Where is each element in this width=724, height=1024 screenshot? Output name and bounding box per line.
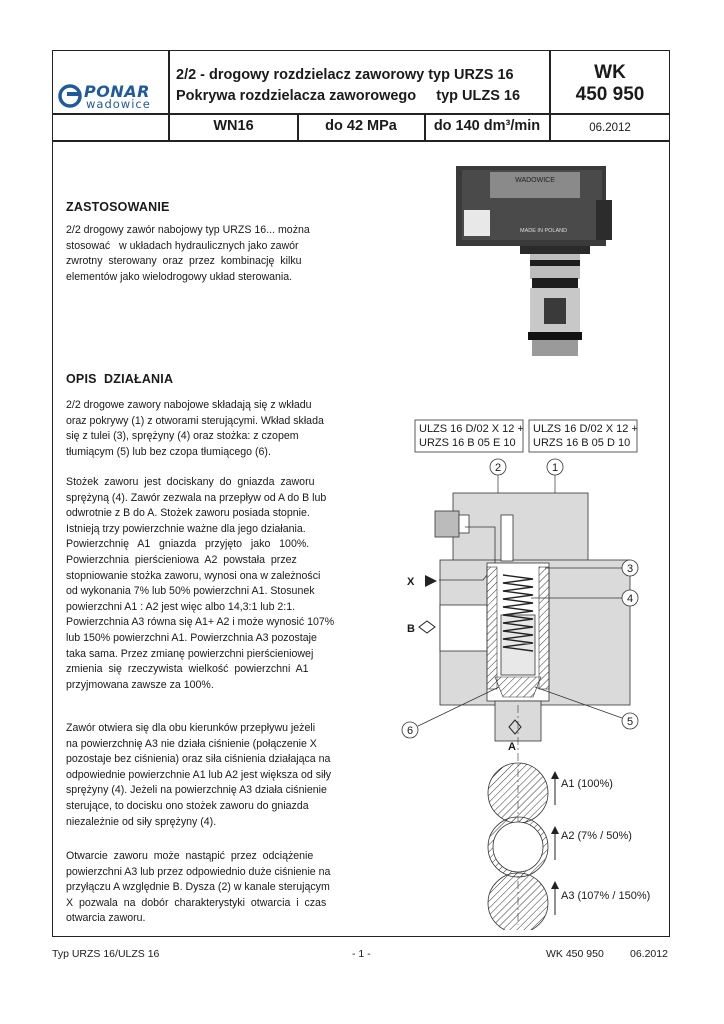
flow-cell: do 140 dm³/min xyxy=(433,118,541,134)
brand-sub: wadowice xyxy=(86,97,151,111)
footer-date: 06.2012 xyxy=(630,948,668,960)
paragraph-line: taka sama. Przez zmianę powierzchni pierścieniowej xyxy=(66,647,314,660)
model-box-1-line-2: URZS 16 B 05 E 10 xyxy=(419,437,516,449)
callout-5: 5 xyxy=(626,716,634,728)
paragraph-line: Stożek zaworu jest dociskany do gniazda zaworu xyxy=(66,476,315,488)
port-x-arrow-icon xyxy=(425,575,437,587)
valve-section-diagram xyxy=(395,415,670,930)
model-box-2-line-1: ULZS 16 D/02 X 12 + xyxy=(533,423,638,435)
paragraph-line: stosować w układach hydraulicznych jako zawór xyxy=(66,239,299,252)
port-x-label: X xyxy=(407,576,415,588)
paragraph-line: oraz pokrywy (1) z otworami sterującymi. Wkład składa xyxy=(66,414,324,427)
callout-6: 6 xyxy=(406,725,414,737)
title-line-2: Pokrywa rozdzielacza zaworowego typ ULZS 16 xyxy=(176,88,521,104)
application-text xyxy=(66,223,344,285)
paragraph-line: Powierzchnia A3 równa się A1+ A2 i może wynosić 107% xyxy=(66,616,335,629)
paragraph-line: się z tulei (3), sprężyny (4) oraz stożka: z czopem xyxy=(66,430,299,443)
callout-2: 2 xyxy=(494,462,502,474)
callout-1: 1 xyxy=(551,462,559,474)
paragraph-line: 2/2 drogowe zawory nabojowe składają się z wkładu xyxy=(66,399,312,411)
operation-title: OPIS DZIAŁANIA xyxy=(66,372,174,386)
port-b-label: B xyxy=(407,623,415,635)
pressure-cell: do 42 MPa xyxy=(325,118,397,134)
footer-type: Typ URZS 16/ULZS 16 xyxy=(52,948,160,960)
paragraph-line: przyjmowana zawsze za 100%. xyxy=(66,678,214,691)
paragraph-line: Zawór otwiera się dla obu kierunków przepływu jeżeli xyxy=(66,722,316,734)
operation-paragraph-3 xyxy=(66,721,344,830)
header-date: 06.2012 xyxy=(589,122,631,134)
brand-name: PONAR xyxy=(84,82,150,101)
area-a3-label: A3 (107% / 150%) xyxy=(561,890,651,902)
header-bottom-rule xyxy=(52,140,670,142)
paragraph-line: powierzchni A1 : A2 jest więc albo 14,3:1 lub 2:1. xyxy=(66,600,296,613)
model-box-1-line-1: ULZS 16 D/02 X 12 + xyxy=(419,423,524,435)
paragraph-line: pozostaje bez ciśnienia) oraz siła ciśnienia działająca na xyxy=(66,753,331,766)
paragraph-line: przyłączu A względnie B. Dysza (2) w kanale sterującym xyxy=(66,881,330,894)
callout-4: 4 xyxy=(626,593,634,605)
ponar-logo xyxy=(58,82,166,112)
paragraph-line: Powierzchnia pierścieniowa A2 powstała przez xyxy=(66,553,297,566)
paragraph-line: elementów jako wielodrogowy układ sterowania. xyxy=(66,270,293,283)
paragraph-line: na powierzchnię A3 nie działa ciśnienie (połączenie X xyxy=(66,737,317,750)
paragraph-line: od wykonania 7% lub 50% powierzchni A1. Stosunek xyxy=(66,585,315,598)
paragraph-line: stopniowanie stożka zaworu, wynosi ona w zależności xyxy=(66,569,321,582)
paragraph-line: tłumiącym (5) lub bez czopa tłumiącego (6). xyxy=(66,445,271,458)
paragraph-line: lub 150% powierzchni A1. Powierzchnia A3 pozostaje xyxy=(66,631,317,644)
paragraph-line: zwrotny sterowany oraz przez kombinację kilku xyxy=(66,255,302,268)
area-a1-label: A1 (100%) xyxy=(561,778,613,790)
paragraph-line: sprężyny (4). Jeżeli na powierzchnię A3 działa ciśnienie xyxy=(66,784,327,797)
paragraph-line: Powierzchnię A1 gniazda przyjęto jako 100%. xyxy=(66,538,310,551)
paragraph-line: X pozwala na dobór charakterystyki otwarcia i czas xyxy=(66,896,327,909)
valve-photo xyxy=(450,160,625,360)
doc-code-line-1: WK xyxy=(594,62,626,83)
title-line-1: 2/2 - drogowy rozdzielacz zaworowy typ URZS 16 xyxy=(176,67,514,83)
paragraph-line: odwrotnie z B do A. Stożek zaworu posiada stopnie. xyxy=(66,507,310,520)
paragraph-line: powierzchni A3 lub przez odpowiednio duże ciśnienie na xyxy=(66,865,331,878)
paragraph-line: Istnieją trzy powierzchnie ważne dla jego działania. xyxy=(66,522,306,535)
header-divider xyxy=(52,113,670,115)
paragraph-line: otwarcia zaworu. xyxy=(66,912,146,925)
ponar-logo-icon xyxy=(58,84,82,108)
photo-made-in: MADE IN POLAND xyxy=(520,228,568,234)
operation-paragraph-4 xyxy=(66,849,344,927)
port-b-arrow-icon xyxy=(419,621,435,633)
footer-page-number: - 1 - xyxy=(352,948,371,960)
footer-doc-code: WK 450 950 xyxy=(546,948,604,960)
paragraph-line: odpowiednie powierzchnie A1 lub A2 jest większa od siły xyxy=(66,768,331,781)
port-a-label: A xyxy=(508,741,516,753)
area-a2-label: A2 (7% / 50%) xyxy=(561,830,632,842)
operation-paragraph-1 xyxy=(66,398,344,460)
callout-3: 3 xyxy=(626,563,634,575)
paragraph-line: sterujące, to docisku ono stożek zaworu do gniazda xyxy=(66,799,309,812)
photo-nameplate: WADOWICE xyxy=(515,177,555,184)
paragraph-line: niezależnie od siły sprężyny (4). xyxy=(66,815,217,828)
paragraph-line: 2/2 drogowy zawór nabojowy typ URZS 16... można xyxy=(66,224,310,236)
paragraph-line: zmienia się rzeczywista wielkość powierzchni A1 xyxy=(66,663,309,676)
size-cell: WN16 xyxy=(213,118,254,134)
application-title: ZASTOSOWANIE xyxy=(66,200,170,214)
model-box-2-line-2: URZS 16 B 05 D 10 xyxy=(533,437,631,449)
doc-code-line-2: 450 950 xyxy=(575,84,645,105)
operation-paragraph-2 xyxy=(66,475,344,693)
paragraph-line: sprężyną (4). Zawór zezwala na przepływ od A do B lub xyxy=(66,491,327,504)
paragraph-line: Otwarcie zaworu może nastąpić przez odciążenie xyxy=(66,850,314,862)
